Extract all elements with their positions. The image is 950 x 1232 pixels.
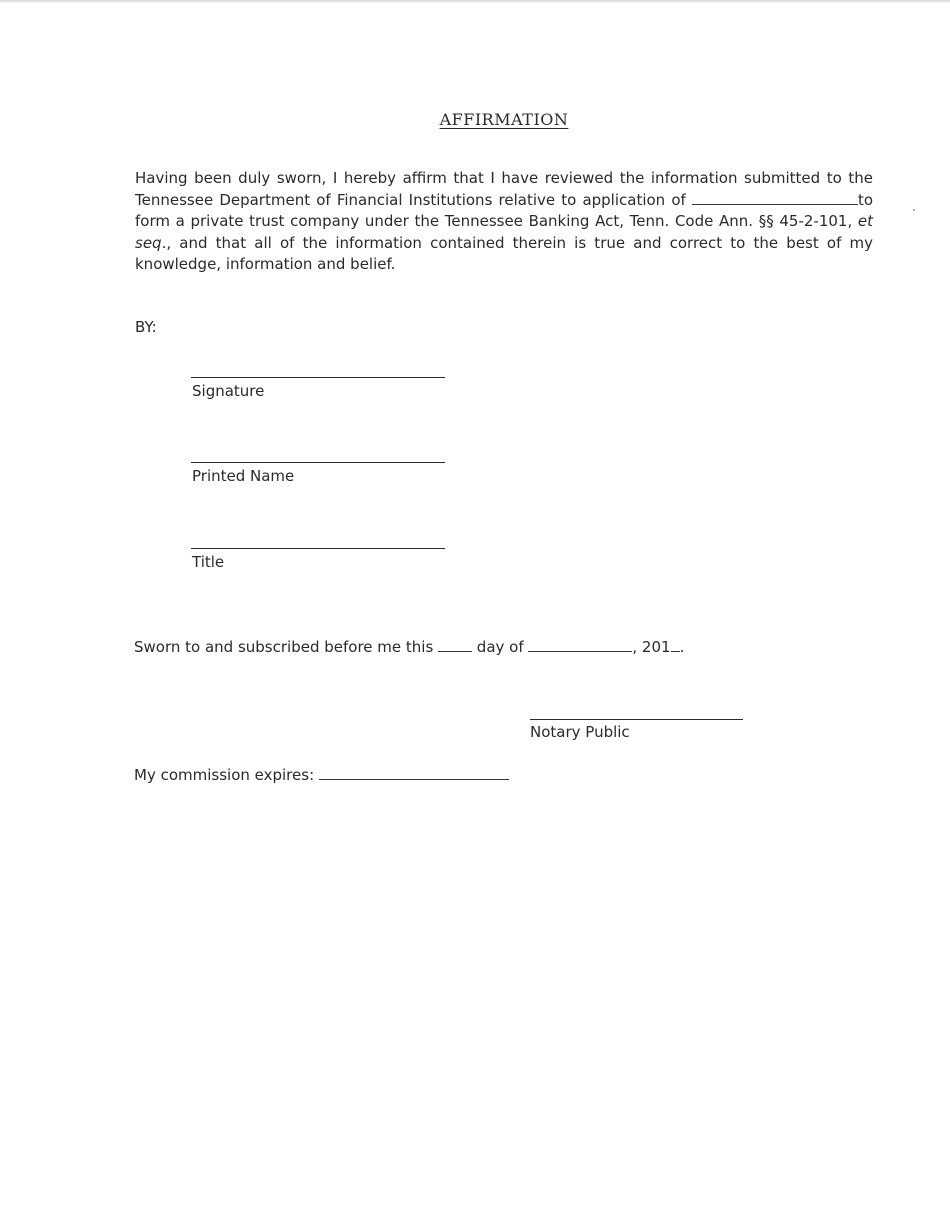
commission-expires <box>134 766 509 784</box>
sworn-text-1: Sworn to and subscribed before me this <box>134 638 439 656</box>
paragraph-text-2: to form a private trust company under the Tennessee Banking Act, Tenn. Code Ann. §§ 45-2-101, <box>135 190 873 230</box>
scan-speck <box>913 209 915 211</box>
title-label: Title <box>192 553 225 571</box>
document-title: AFFIRMATION <box>439 110 569 129</box>
by-label: BY: <box>135 318 157 336</box>
printed-name-label: Printed Name <box>192 467 295 485</box>
signature-line[interactable] <box>191 377 445 378</box>
month-blank[interactable] <box>528 639 632 652</box>
notary-signature-line[interactable] <box>530 719 743 720</box>
day-blank[interactable] <box>438 639 472 652</box>
sworn-text-2: day of <box>472 638 529 656</box>
affirmation-paragraph <box>135 168 873 276</box>
paragraph-italic: et seq <box>135 212 873 252</box>
paragraph-text-3: ., and that all of the information contained therein is true and correct to the best of my knowledge, information and belief. <box>135 233 873 273</box>
page-top-edge <box>0 0 950 3</box>
notary-public-label: Notary Public <box>530 723 630 741</box>
applicant-name-blank[interactable] <box>692 192 858 205</box>
sworn-text-4: . <box>679 638 685 656</box>
title-line[interactable] <box>191 548 445 549</box>
printed-name-line[interactable] <box>191 462 445 463</box>
sworn-text-3: , 201 <box>632 638 671 656</box>
signature-label: Signature <box>192 382 265 400</box>
sworn-statement <box>134 638 684 656</box>
commission-date-blank[interactable] <box>319 767 509 780</box>
paragraph-text-1: Having been duly sworn, I hereby affirm that I have reviewed the information submitted to the Tennessee Department of Financial Institutions relative to application of <box>135 169 873 209</box>
commission-label: My commission expires: <box>134 766 319 784</box>
year-digit-blank[interactable] <box>671 639 680 652</box>
